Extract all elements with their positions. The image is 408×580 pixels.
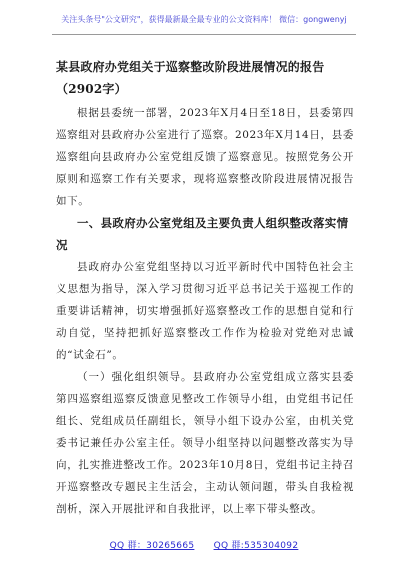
header-divider — [52, 34, 356, 35]
paragraph-organization: （一）强化组织领导。县政府办公室党组成立落实县委第四巡察组巡察反馈意见整改工作领导小组，由党组书记任组长、党组成员任副组长，领导小组下设办公室，由机关党委书记兼任办公室主任。领导小组坚持以问题整改落实为导向，扎实推进整改工作。2023年10月8日，党组书记主持召开巡察整改专题民主生活会，主动认领问题，带头自我检视剖析，深入开展批评和自我批评，以上率下带头整改。 — [56, 371, 354, 515]
paragraph-intro: 根据县委统一部署，2023年X月4日至18日，县委第四巡察组对县政府办公室进行了巡察。2023年X月14日，县委巡察组向县政府办公室党组反馈了巡察意见。按照党务公开原则和巡察工作有关要求，现将巡察整改阶段进展情况报告如下。 — [56, 107, 354, 207]
footer-contact — [0, 538, 408, 551]
footer-qq-group-2[interactable]: QQ 群:535304092 — [213, 541, 299, 551]
paragraph-section-1: 县政府办公室党组坚持以习近平新时代中国特色社会主义思想为指导，深入学习贯彻习近平总书记关于巡视工作的重要讲话精神，切实增强抓好巡察整改工作的思想自觉和行动自觉，坚持把抓好巡察整改工作作为检验对党绝对忠诚的“试金石”。 — [56, 261, 354, 361]
footer-qq-group-1[interactable]: QQ 群：30265665 — [109, 541, 195, 551]
document-title: 某县政府办党组关于巡察整改阶段进展情况的报告（2902字） — [56, 60, 325, 96]
document-body — [56, 56, 354, 520]
header-note: 关注头条号"公文研究"，获得最新最全最专业的公文资料库！ 微信：gongwenyj — [61, 15, 347, 24]
section-heading-1: 一、县政府办公室党组及主要负责人组织整改落实情况 — [56, 216, 349, 252]
